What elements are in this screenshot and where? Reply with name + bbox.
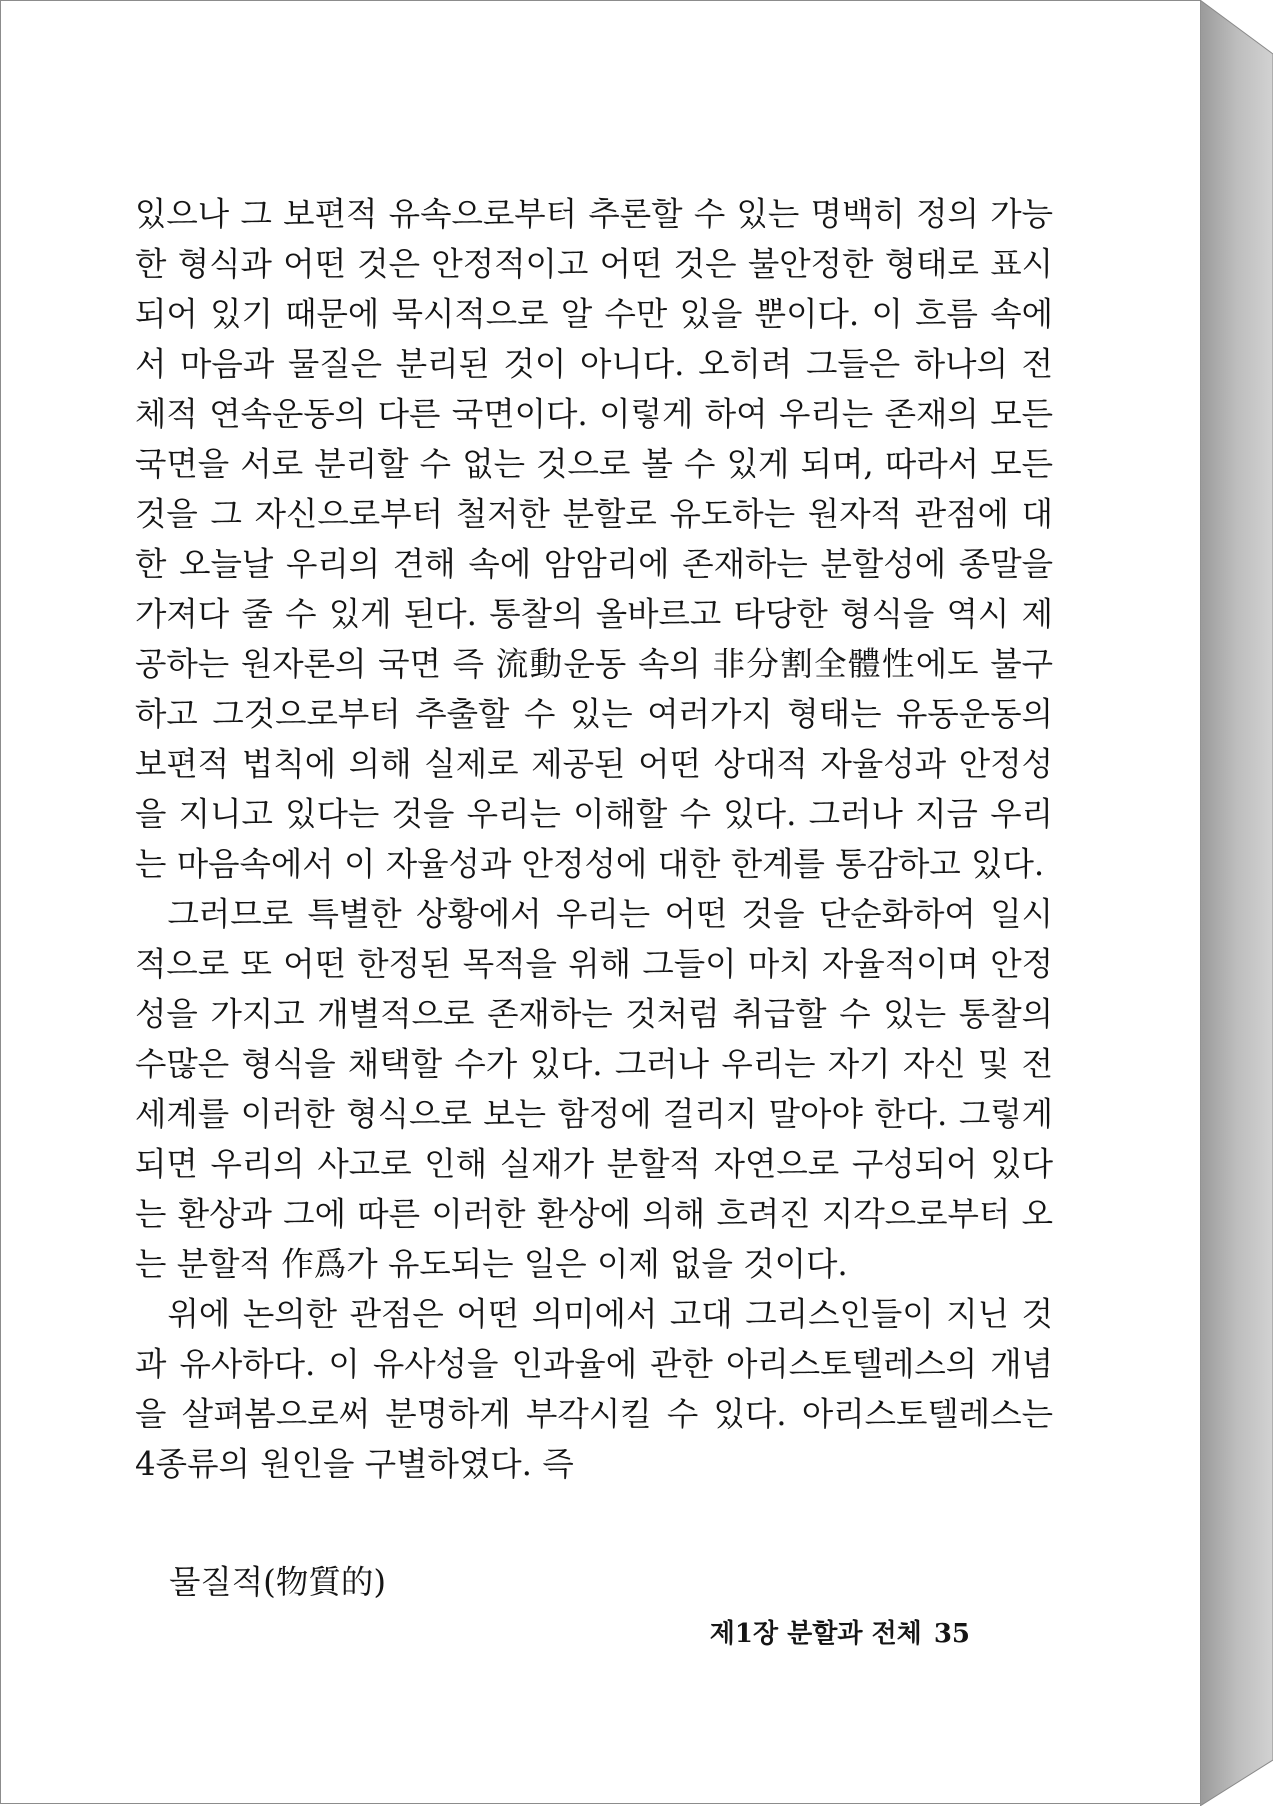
page-footer (710, 1613, 970, 1650)
page-body (135, 189, 1053, 1607)
paragraph-3: 위에 논의한 관점은 어떤 의미에서 고대 그리스인들이 지닌 것과 유사하다. 이 유사성을 인과율에 관한 아리스토텔레스의 개념을 살펴봄으로써 분명하게 부각시킬 수 있다. 아리스토텔레스는 4종류의 원인을 구별하였다. 즉 (135, 1295, 1053, 1483)
list-spacer (135, 1489, 1053, 1557)
page-edge-shading (1200, 0, 1273, 1806)
paragraph-1: 있으나 그 보편적 유속으로부터 추론할 수 있는 명백히 정의 가능한 형식과 어떤 것은 안정적이고 어떤 것은 불안정한 형태로 표시되어 있기 때문에 묵시적으로 알 수만 있을 뿐이다. 이 흐름 속에서 마음과 물질은 분리된 것이 아니다. 오히려 그들은 하나의 전체적 연속운동의 다른 국면이다. 이렇게 하여 우리는 존재의 모든 국면을 서로 분리할 수 없는 것으로 볼 수 있게 되며, 따라서 모든 것을 그 자신으로부터 철저한 분할로 유도하는 원자적 관점에 대한 오늘날 우리의 견해 속에 암암리에 존재하는 분할성에 종말을 가져다 줄 수 있게 된다. 통찰의 올바르고 타당한 형식을 역시 제공하는 원자론의 국면 즉 流動운동 속의 非分割全體性에도 불구하고 그것으로부터 추출할 수 있는 여러가지 형태는 유동운동의 보편적 법칙에 의해 실제로 제공된 어떤 상대적 자율성과 안정성을 지니고 있다는 것을 우리는 이해할 수 있다. 그러나 지금 우리는 마음속에서 이 자율성과 안정성에 대한 한계를 통감하고 있다. (135, 195, 1053, 883)
page-number: 35 (933, 1619, 970, 1649)
running-footer-chapter: 제1장 분할과 전체 (709, 1619, 922, 1649)
book-page-edges (1200, 0, 1273, 1806)
cause-list-item: 물질적(物質的) (169, 1563, 387, 1601)
paragraph-2: 그러므로 특별한 상황에서 우리는 어떤 것을 단순화하여 일시적으로 또 어떤 한정된 목적을 위해 그들이 마치 자율적이며 안정성을 가지고 개별적으로 존재하는 것처럼 취급할 수 있는 통찰의 수많은 형식을 채택할 수가 있다. 그러나 우리는 자기 자신 및 전세계를 이러한 형식으로 보는 함정에 걸리지 말아야 한다. 그렇게 되면 우리의 사고로 인해 실재가 분할적 자연으로 구성되어 있다는 환상과 그에 따른 이러한 환상에 의해 흐려진 지각으로부터 오는 분할적 作爲가 유도되는 일은 이제 없을 것이다. (135, 895, 1053, 1283)
